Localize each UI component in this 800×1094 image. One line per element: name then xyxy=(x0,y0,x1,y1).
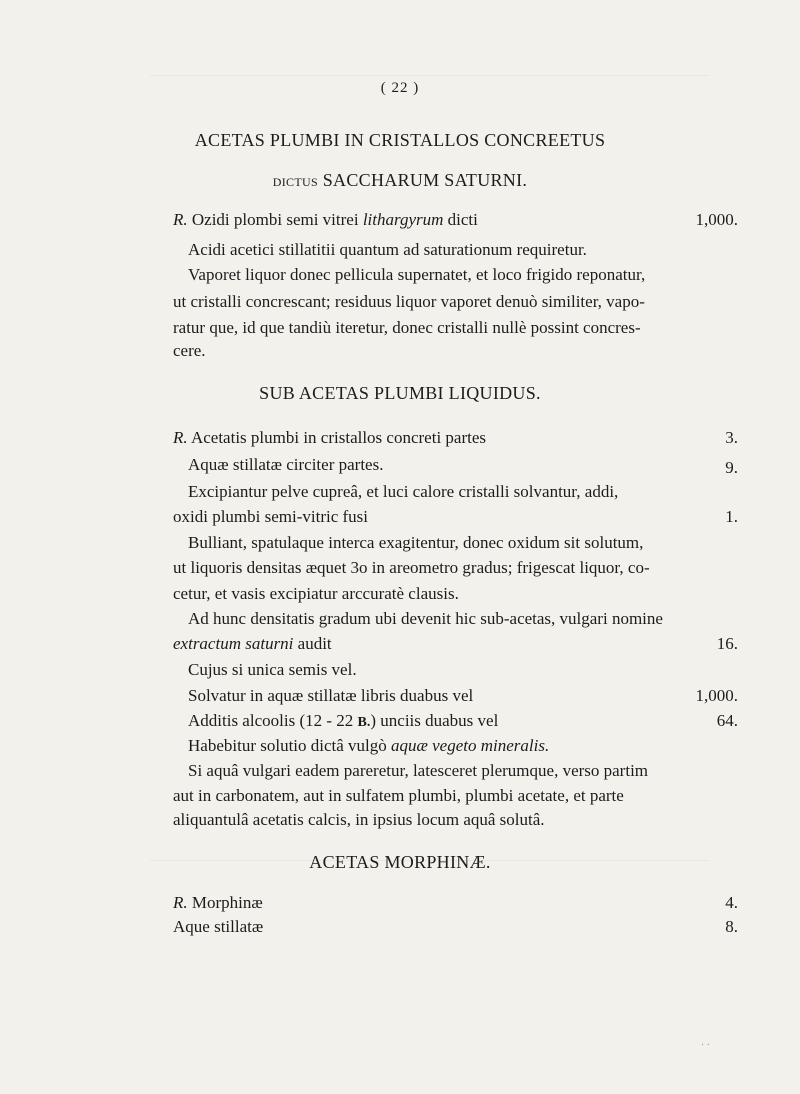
amount: 3. xyxy=(725,428,738,447)
bold-abbrev: B. xyxy=(357,715,371,730)
paragraph-line: cere. xyxy=(173,341,206,360)
paragraph-line: ut liquoris densitas æquet 3o in areometro gradus; frigescat liquor, co- xyxy=(173,558,650,577)
paragraph-line xyxy=(173,736,738,756)
section-subtitle xyxy=(0,170,800,191)
amount: 8. xyxy=(725,917,738,936)
paragraph-line: Excipiantur pelve cupreâ, et luci calore cristalli solvantur, addi, xyxy=(188,482,619,501)
amount: 9. xyxy=(725,458,738,477)
recipe-line: Aque stillatæ xyxy=(173,917,264,936)
subtitle-main: SACCHARUM SATURNI. xyxy=(322,170,528,190)
recipe-prefix: R. xyxy=(173,210,188,229)
subtitle-prefix: DICTUS xyxy=(272,175,318,189)
paragraph-text: Additis alcoolis (12 - 22 xyxy=(188,711,354,730)
paragraph-line: aut in carbonatem, aut in sulfatem plumbi, plumbi acetate, et parte xyxy=(173,786,624,805)
paragraph-line: aliquantulâ acetatis calcis, in ipsius locum aquâ solutâ. xyxy=(173,810,545,829)
paragraph-text: Habebitur solutio dictâ vulgò xyxy=(188,736,387,755)
paragraph-line: Ad hunc densitatis gradum ubi devenit hic sub-acetas, vulgari nomine xyxy=(188,609,663,628)
paragraph-line: Cujus si unica semis vel. xyxy=(188,660,357,679)
paragraph-line xyxy=(173,634,738,654)
paragraph-line xyxy=(173,265,738,285)
italic-term: aquæ vegeto mineralis. xyxy=(391,736,550,755)
recipe-line: Acidi acetici stillatitii quantum ad saturationum requiretur. xyxy=(188,240,587,259)
paragraph-line xyxy=(173,318,738,338)
amount: 1,000. xyxy=(695,210,738,229)
recipe-line: Aquæ stillatæ circiter partes. xyxy=(188,455,384,474)
paragraph-line: cetur, et vasis excipiatur arccuratè clausis. xyxy=(173,584,459,603)
recipe-line xyxy=(173,210,738,230)
recipe-prefix: R. xyxy=(173,893,188,912)
paragraph-line: Bulliant, spatulaque interca exagitentur, donec oxidum sit solutum, xyxy=(188,533,644,552)
paragraph-text: Vaporet liquor donec pellicula supernatet, et loco frigido reponatur, xyxy=(188,265,646,284)
paragraph-text: audit xyxy=(297,634,332,653)
paragraph-line: Solvatur in aquæ stillatæ libris duabus vel xyxy=(188,686,474,705)
recipe-line xyxy=(173,893,738,913)
paper-specks: · · xyxy=(700,1040,710,1051)
amount: 16. xyxy=(716,634,738,653)
recipe-text: Morphinæ xyxy=(191,893,263,912)
paragraph-line: Si aquâ vulgari eadem pareretur, latesceret plerumque, verso partim xyxy=(188,761,649,780)
show-through-rule xyxy=(150,75,710,76)
section-title-sub-acetas: SUB ACETAS PLUMBI LIQUIDUS. xyxy=(259,383,541,403)
recipe-text: Ozidi plombi semi vitrei xyxy=(191,210,359,229)
amount: 64. xyxy=(716,711,738,730)
paragraph-line: oxidi plumbi semi-vitric fusi xyxy=(173,507,369,526)
italic-term: extractum saturni xyxy=(173,634,294,653)
section-title-acetas-morphinae: ACETAS MORPHINÆ. xyxy=(309,852,491,872)
recipe-italic: lithargyrum xyxy=(362,210,444,229)
recipe-text: Acetatis plumbi in cristallos concreti partes xyxy=(190,428,487,447)
paragraph-text: ut cristalli concrescant; residuus liquor vaporet denuò similiter, vapo- xyxy=(173,292,645,311)
paragraph-line xyxy=(173,711,738,733)
amount: 4. xyxy=(725,893,738,912)
recipe-line xyxy=(173,428,738,448)
page-number: ( 22 ) xyxy=(380,80,420,96)
paragraph-text: ratur que, id que tandiù iteretur, donec cristalli nullè possint concres- xyxy=(173,318,641,337)
recipe-prefix: R. xyxy=(173,428,188,447)
paragraph-line xyxy=(173,292,738,312)
amount: 1. xyxy=(725,507,738,526)
paragraph-text: ) unciis duabus vel xyxy=(370,711,499,730)
recipe-suffix: dicti xyxy=(447,210,478,229)
section-title-acetas-plumbi: ACETAS PLUMBI IN CRISTALLOS CONCREETUS xyxy=(194,130,606,150)
amount: 1,000. xyxy=(695,686,738,705)
